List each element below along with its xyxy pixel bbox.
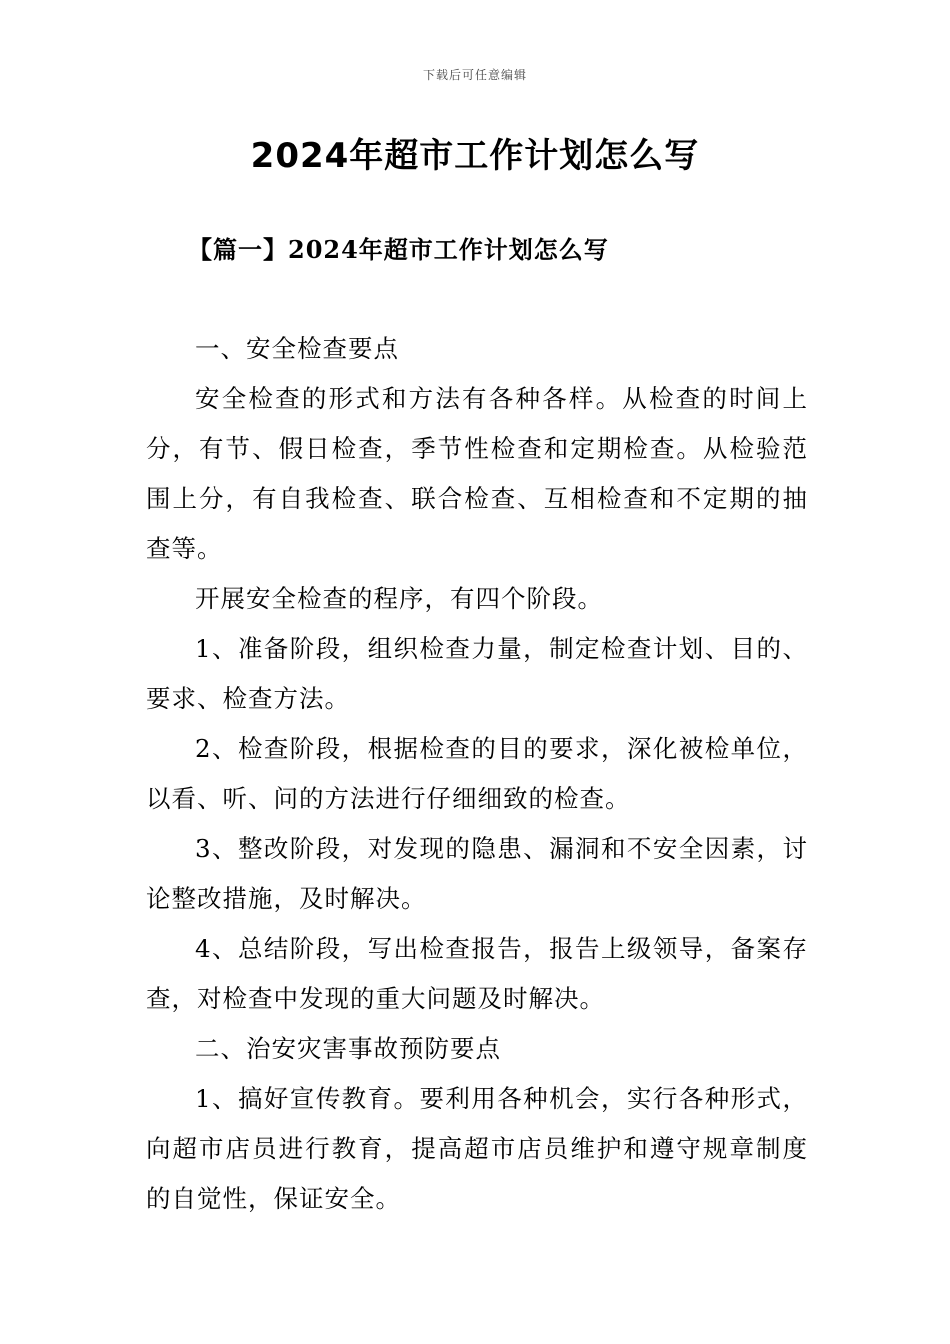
section-title: 【篇一】2024年超市工作计划怎么写 (188, 235, 609, 264)
heading-accident-prevention: 二、治安灾害事故预防要点 (195, 1034, 501, 1063)
paragraph-stage-inspect: 2、检查阶段，根据检查的目的要求，深化被检单位，以看、听、问的方法进行仔细细致的检查。 (146, 734, 808, 813)
header-note: 下载后可任意编辑 (422, 68, 527, 82)
paragraph-stage-rectify: 3、整改阶段，对发现的隐患、漏洞和不安全因素，讨论整改措施，及时解决。 (146, 834, 808, 913)
paragraph-stage-summary: 4、总结阶段，写出检查报告，报告上级领导，备案存查，对检查中发现的重大问题及时解决。 (146, 934, 808, 1013)
paragraph-check-forms: 安全检查的形式和方法有各种各样。从检查的时间上分，有节、假日检查，季节性检查和定期检查。从检验范围上分，有自我检查、联合检查、互相检查和不定期的抽查等。 (146, 384, 808, 563)
paragraph-publicity-education: 1、搞好宣传教育。要利用各种机会，实行各种形式，向超市店员进行教育，提高超市店员维护和遵守规章制度的自觉性，保证安全。 (146, 1084, 808, 1213)
paragraph-stage-prepare: 1、准备阶段，组织检查力量，制定检查计划、目的、要求、检查方法。 (146, 634, 808, 713)
heading-safety-check: 一、安全检查要点 (195, 334, 399, 363)
paragraph-check-procedure: 开展安全检查的程序，有四个阶段。 (195, 584, 603, 613)
document-title: 2024年超市工作计划怎么写 (250, 136, 700, 176)
document-body (146, 324, 808, 1224)
